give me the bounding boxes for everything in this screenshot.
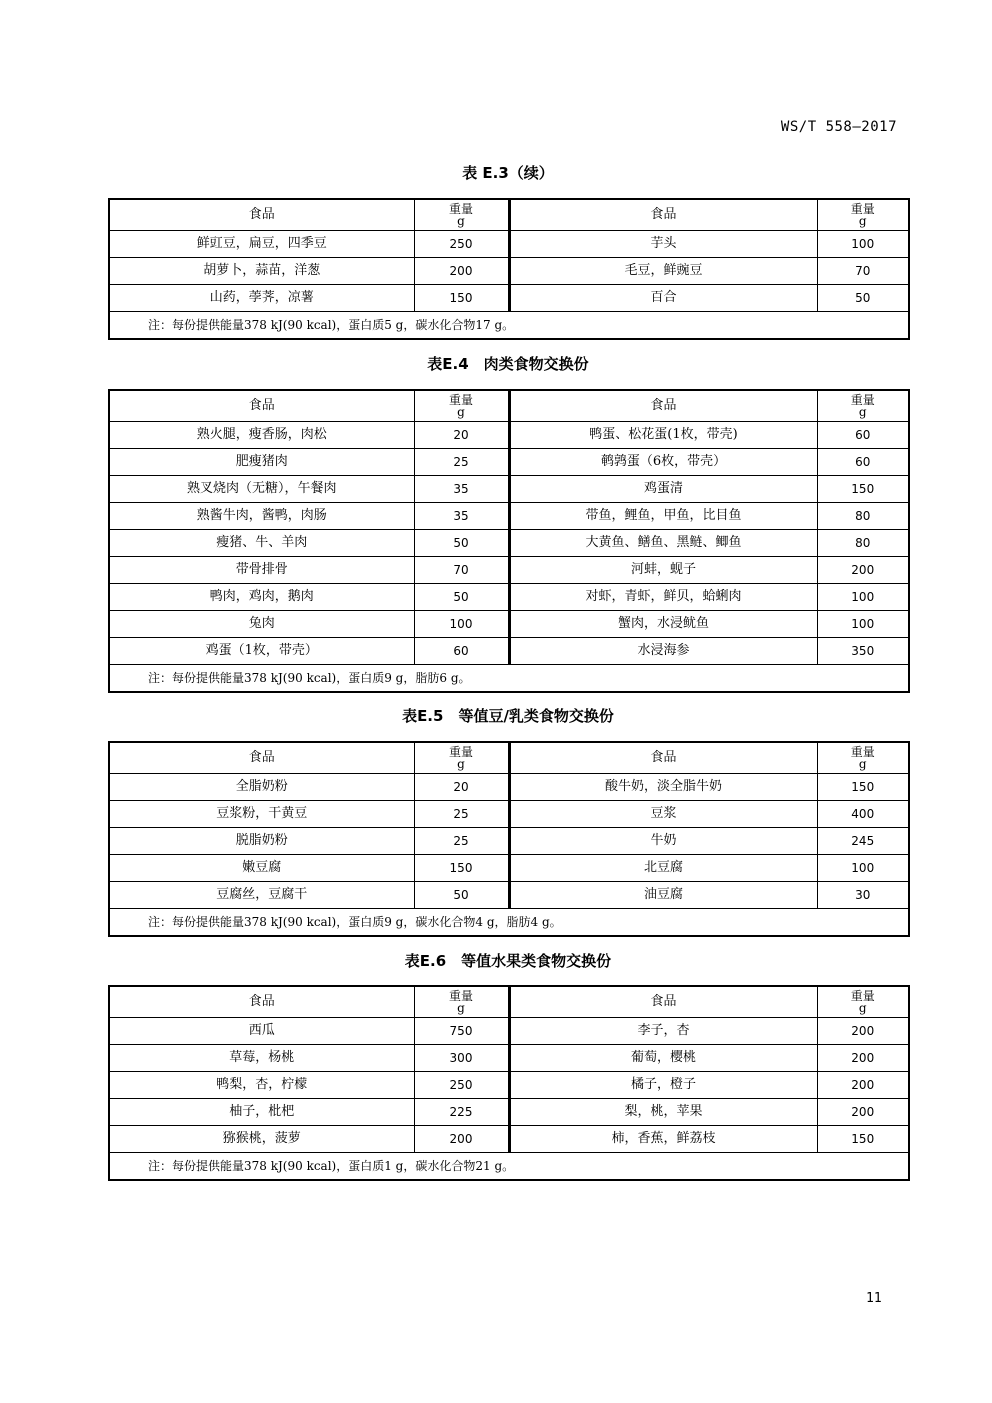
exchange-table-e3 <box>108 198 910 340</box>
table-row <box>109 449 909 476</box>
food-cell: 山药，荸荠，凉薯 <box>109 285 414 312</box>
weight-unit-label: g <box>858 214 867 228</box>
food-cell: 肥瘦猪肉 <box>109 449 414 476</box>
table-row <box>109 530 909 557</box>
table-body <box>109 199 909 339</box>
weight-column-header <box>414 986 509 1018</box>
table-body <box>109 986 909 1180</box>
table-row <box>109 231 909 258</box>
weight-header-label: 重量 <box>850 393 875 407</box>
weight-unit-label: g <box>858 757 867 771</box>
weight-cell: 750 <box>414 1018 509 1045</box>
weight-unit-label: g <box>858 405 867 419</box>
table-row <box>109 1018 909 1045</box>
header-row <box>109 986 909 1018</box>
weight-cell: 80 <box>817 530 909 557</box>
table-row <box>109 1072 909 1099</box>
weight-column-header <box>414 390 509 422</box>
food-cell: 百合 <box>509 285 817 312</box>
food-cell: 鸭蛋、松花蛋(1枚，带壳) <box>509 422 817 449</box>
food-cell: 蟹肉，水浸鱿鱼 <box>509 611 817 638</box>
header-row <box>109 199 909 231</box>
weight-header-label: 重量 <box>448 745 473 759</box>
table-body <box>109 742 909 936</box>
weight-cell: 350 <box>817 638 909 665</box>
weight-cell: 20 <box>414 774 509 801</box>
food-cell: 柚子，枇杷 <box>109 1099 414 1126</box>
note-row <box>109 312 909 340</box>
weight-unit-label: g <box>457 757 465 771</box>
weight-cell: 100 <box>817 584 909 611</box>
weight-cell: 200 <box>817 1072 909 1099</box>
weight-cell: 25 <box>414 449 509 476</box>
food-cell: 对虾，青虾，鲜贝，蛤蜊肉 <box>509 584 817 611</box>
food-cell: 瘦猪、牛、羊肉 <box>109 530 414 557</box>
weight-cell: 60 <box>817 422 909 449</box>
table-row <box>109 1045 909 1072</box>
weight-header-label: 重量 <box>448 393 473 407</box>
weight-cell: 35 <box>414 503 509 530</box>
note-row <box>109 1153 909 1181</box>
weight-cell: 200 <box>817 1018 909 1045</box>
note-row <box>109 665 909 693</box>
weight-cell: 30 <box>817 882 909 909</box>
food-cell: 柿，香蕉，鲜荔枝 <box>509 1126 817 1153</box>
table-row <box>109 422 909 449</box>
food-cell: 脱脂奶粉 <box>109 828 414 855</box>
food-column-header: 食品 <box>509 199 817 231</box>
weight-cell: 100 <box>414 611 509 638</box>
note-row <box>109 909 909 937</box>
weight-cell: 60 <box>414 638 509 665</box>
table-row <box>109 584 909 611</box>
weight-cell: 150 <box>414 285 509 312</box>
weight-unit-label: g <box>457 214 465 228</box>
food-cell: 兔肉 <box>109 611 414 638</box>
weight-cell: 70 <box>414 557 509 584</box>
table-note: 注：每份提供能量378 kJ(90 kcal)，蛋白质5 g，碳水化合物17 g。 <box>109 312 909 340</box>
table-row <box>109 557 909 584</box>
weight-cell: 200 <box>817 1099 909 1126</box>
food-cell: 草莓，杨桃 <box>109 1045 414 1072</box>
exchange-table-e6 <box>108 985 910 1181</box>
food-column-header: 食品 <box>509 390 817 422</box>
food-cell: 豆腐丝，豆腐干 <box>109 882 414 909</box>
table-note: 注：每份提供能量378 kJ(90 kcal)，蛋白质1 g，碳水化合物21 g。 <box>109 1153 909 1181</box>
weight-cell: 200 <box>414 1126 509 1153</box>
food-cell: 带鱼，鲤鱼，甲鱼，比目鱼 <box>509 503 817 530</box>
weight-column-header <box>817 986 909 1018</box>
weight-column-header <box>817 199 909 231</box>
table-caption: 表E.5 等值豆/乳类食物交换份 <box>402 707 614 725</box>
table-row <box>109 855 909 882</box>
weight-header-label: 重量 <box>850 989 875 1003</box>
weight-cell: 150 <box>817 476 909 503</box>
table-row <box>109 774 909 801</box>
weight-cell: 100 <box>817 231 909 258</box>
weight-cell: 100 <box>817 855 909 882</box>
table-row <box>109 638 909 665</box>
weight-cell: 60 <box>817 449 909 476</box>
food-cell: 鸭梨，杏，柠檬 <box>109 1072 414 1099</box>
weight-header-label: 重量 <box>850 745 875 759</box>
weight-cell: 250 <box>414 231 509 258</box>
weight-cell: 70 <box>817 258 909 285</box>
food-cell: 梨，桃，苹果 <box>509 1099 817 1126</box>
header-row <box>109 390 909 422</box>
food-cell: 猕猴桃，菠萝 <box>109 1126 414 1153</box>
weight-cell: 25 <box>414 801 509 828</box>
food-column-header: 食品 <box>109 742 414 774</box>
weight-cell: 245 <box>817 828 909 855</box>
weight-unit-label: g <box>457 1001 465 1015</box>
table-row <box>109 1126 909 1153</box>
exchange-table-e5 <box>108 741 910 937</box>
weight-cell: 200 <box>817 1045 909 1072</box>
weight-cell: 50 <box>414 584 509 611</box>
weight-cell: 35 <box>414 476 509 503</box>
weight-cell: 225 <box>414 1099 509 1126</box>
food-cell: 毛豆，鲜豌豆 <box>509 258 817 285</box>
food-cell: 葡萄，樱桃 <box>509 1045 817 1072</box>
food-cell: 河蚌，蚬子 <box>509 557 817 584</box>
food-column-header: 食品 <box>109 199 414 231</box>
table-body <box>109 390 909 692</box>
food-cell: 西瓜 <box>109 1018 414 1045</box>
weight-column-header <box>817 390 909 422</box>
weight-header-label: 重量 <box>850 202 875 216</box>
food-cell: 鸡蛋清 <box>509 476 817 503</box>
table-row <box>109 611 909 638</box>
food-cell: 胡萝卜，蒜苗，洋葱 <box>109 258 414 285</box>
food-cell: 鹌鹑蛋（6枚，带壳） <box>509 449 817 476</box>
weight-column-header <box>817 742 909 774</box>
food-cell: 熟叉烧肉（无糖），午餐肉 <box>109 476 414 503</box>
weight-unit-label: g <box>457 405 465 419</box>
food-cell: 熟酱牛肉，酱鸭，肉肠 <box>109 503 414 530</box>
weight-cell: 25 <box>414 828 509 855</box>
food-cell: 酸牛奶，淡全脂牛奶 <box>509 774 817 801</box>
food-cell: 全脂奶粉 <box>109 774 414 801</box>
weight-cell: 20 <box>414 422 509 449</box>
weight-column-header <box>414 199 509 231</box>
exchange-table-e4 <box>108 389 910 693</box>
food-column-header: 食品 <box>509 742 817 774</box>
weight-cell: 200 <box>817 557 909 584</box>
page-number: 11 <box>866 1291 882 1306</box>
weight-header-label: 重量 <box>448 989 473 1003</box>
table-caption: 表E.4 肉类食物交换份 <box>427 355 589 373</box>
table-row <box>109 828 909 855</box>
food-cell: 北豆腐 <box>509 855 817 882</box>
food-cell: 带骨排骨 <box>109 557 414 584</box>
food-cell: 橘子，橙子 <box>509 1072 817 1099</box>
header-row <box>109 742 909 774</box>
table-row <box>109 503 909 530</box>
table-row <box>109 258 909 285</box>
table-note: 注：每份提供能量378 kJ(90 kcal)，蛋白质9 g，脂肪6 g。 <box>109 665 909 693</box>
food-column-header: 食品 <box>509 986 817 1018</box>
table-note: 注：每份提供能量378 kJ(90 kcal)，蛋白质9 g，碳水化合物4 g，脂肪4 g。 <box>109 909 909 937</box>
weight-cell: 150 <box>817 1126 909 1153</box>
food-cell: 嫩豆腐 <box>109 855 414 882</box>
table-caption: 表 E.3（续） <box>462 164 554 182</box>
weight-unit-label: g <box>858 1001 867 1015</box>
food-cell: 鸭肉，鸡肉，鹅肉 <box>109 584 414 611</box>
food-column-header: 食品 <box>109 986 414 1018</box>
weight-cell: 150 <box>414 855 509 882</box>
table-row <box>109 1099 909 1126</box>
weight-cell: 150 <box>817 774 909 801</box>
table-row <box>109 476 909 503</box>
weight-cell: 300 <box>414 1045 509 1072</box>
food-cell: 芋头 <box>509 231 817 258</box>
weight-cell: 50 <box>414 882 509 909</box>
weight-cell: 400 <box>817 801 909 828</box>
food-cell: 鸡蛋（1枚，带壳） <box>109 638 414 665</box>
weight-cell: 100 <box>817 611 909 638</box>
food-cell: 豆浆粉，干黄豆 <box>109 801 414 828</box>
standard-code: WS/T 558—2017 <box>780 119 897 135</box>
food-cell: 水浸海参 <box>509 638 817 665</box>
weight-cell: 80 <box>817 503 909 530</box>
table-row <box>109 285 909 312</box>
food-cell: 熟火腿，瘦香肠，肉松 <box>109 422 414 449</box>
weight-column-header <box>414 742 509 774</box>
food-cell: 大黄鱼、鳝鱼、黑鲢、鲫鱼 <box>509 530 817 557</box>
food-cell: 鲜豇豆，扁豆，四季豆 <box>109 231 414 258</box>
weight-cell: 50 <box>414 530 509 557</box>
weight-header-label: 重量 <box>448 202 473 216</box>
food-column-header: 食品 <box>109 390 414 422</box>
weight-cell: 50 <box>817 285 909 312</box>
food-cell: 油豆腐 <box>509 882 817 909</box>
table-row <box>109 882 909 909</box>
table-caption: 表E.6 等值水果类食物交换份 <box>404 952 612 970</box>
weight-cell: 250 <box>414 1072 509 1099</box>
table-row <box>109 801 909 828</box>
weight-cell: 200 <box>414 258 509 285</box>
food-cell: 豆浆 <box>509 801 817 828</box>
food-cell: 李子，杏 <box>509 1018 817 1045</box>
food-cell: 牛奶 <box>509 828 817 855</box>
